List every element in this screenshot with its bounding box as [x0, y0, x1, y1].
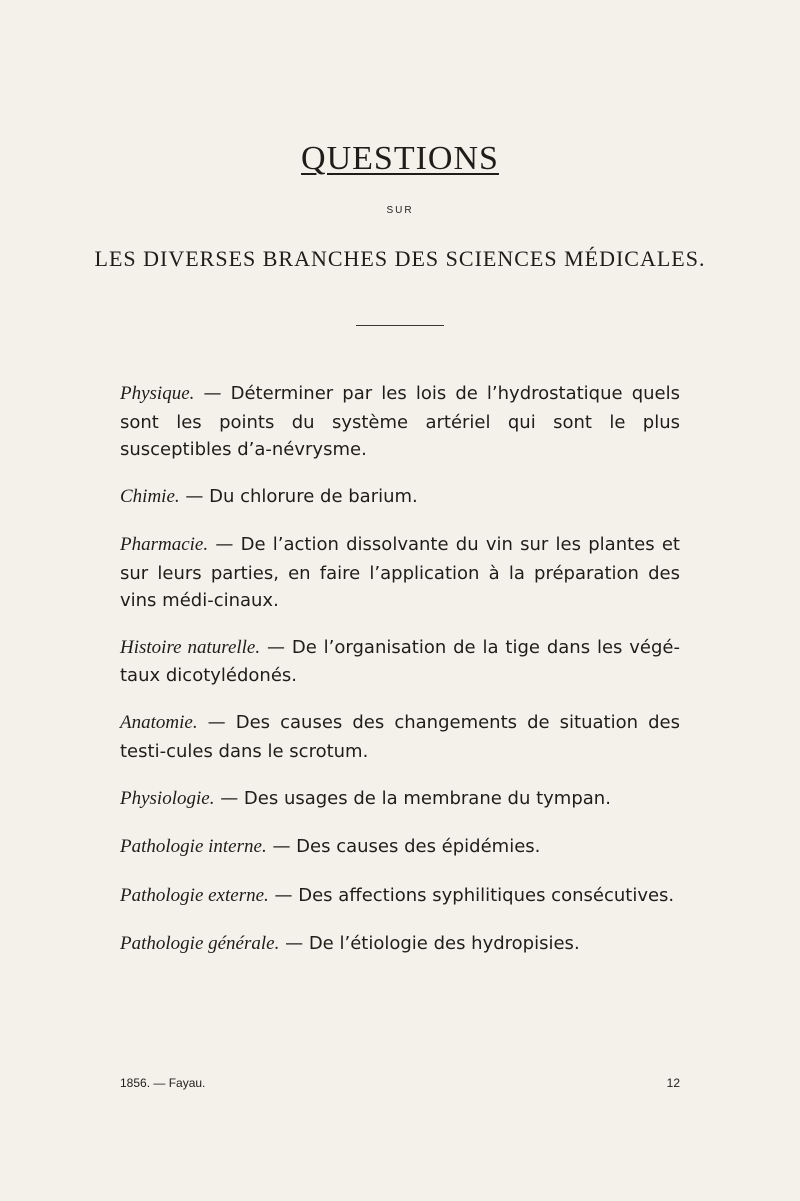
question-subject: Chimie.	[120, 485, 180, 507]
question-item	[120, 709, 680, 765]
page-title: QUESTIONS	[301, 140, 499, 177]
question-text: — Des usages de la membrane du tympan.	[220, 787, 611, 809]
question-text: — De l’organisation de la tige dans les végé-taux dicotylédonés.	[120, 636, 680, 686]
question-text: — Déterminer par les lois de l’hydrostatique quels sont les points du système artériel qui sont le plus susceptibles d’a-névrysme.	[120, 383, 680, 460]
page-number: 12	[666, 1076, 680, 1090]
question-text: — Du chlorure de barium.	[185, 485, 418, 507]
question-item	[120, 785, 680, 814]
question-subject: Pathologie externe.	[120, 884, 269, 906]
question-subject: Physique.	[120, 383, 195, 404]
question-text: — De l’étiologie des hydropisies.	[285, 933, 580, 954]
question-item	[120, 380, 680, 463]
question-item	[120, 483, 680, 512]
question-item	[120, 634, 680, 690]
footer-imprint: 1856. — Fayau.	[120, 1076, 206, 1090]
divider-rule	[356, 325, 444, 326]
question-item	[120, 882, 680, 911]
question-text: — Des causes des changements de situation des testi-cules dans le scrotum.	[120, 712, 680, 762]
question-item	[120, 531, 680, 614]
question-text: — Des affections syphilitiques consécutives.	[274, 884, 675, 906]
question-item	[120, 930, 680, 959]
page-footer	[120, 1076, 680, 1090]
question-subject: Anatomie.	[120, 712, 198, 733]
sur-label: SUR	[386, 205, 414, 216]
question-text: — De l’action dissolvante du vin sur les plantes et sur leurs parties, en faire l’application à la préparation des vins médi-cinaux.	[120, 534, 680, 611]
question-subject: Physiologie.	[120, 787, 215, 809]
question-subject: Histoire naturelle.	[120, 636, 261, 658]
question-subject: Pathologie interne.	[120, 836, 267, 857]
question-text: — Des causes des épidémies.	[272, 836, 541, 857]
question-list	[120, 380, 680, 959]
question-subject: Pathologie générale.	[120, 933, 280, 954]
question-item	[120, 833, 680, 862]
question-subject: Pharmacie.	[120, 534, 209, 555]
page-subtitle: LES DIVERSES BRANCHES DES SCIENCES MÉDICALES.	[94, 246, 706, 271]
